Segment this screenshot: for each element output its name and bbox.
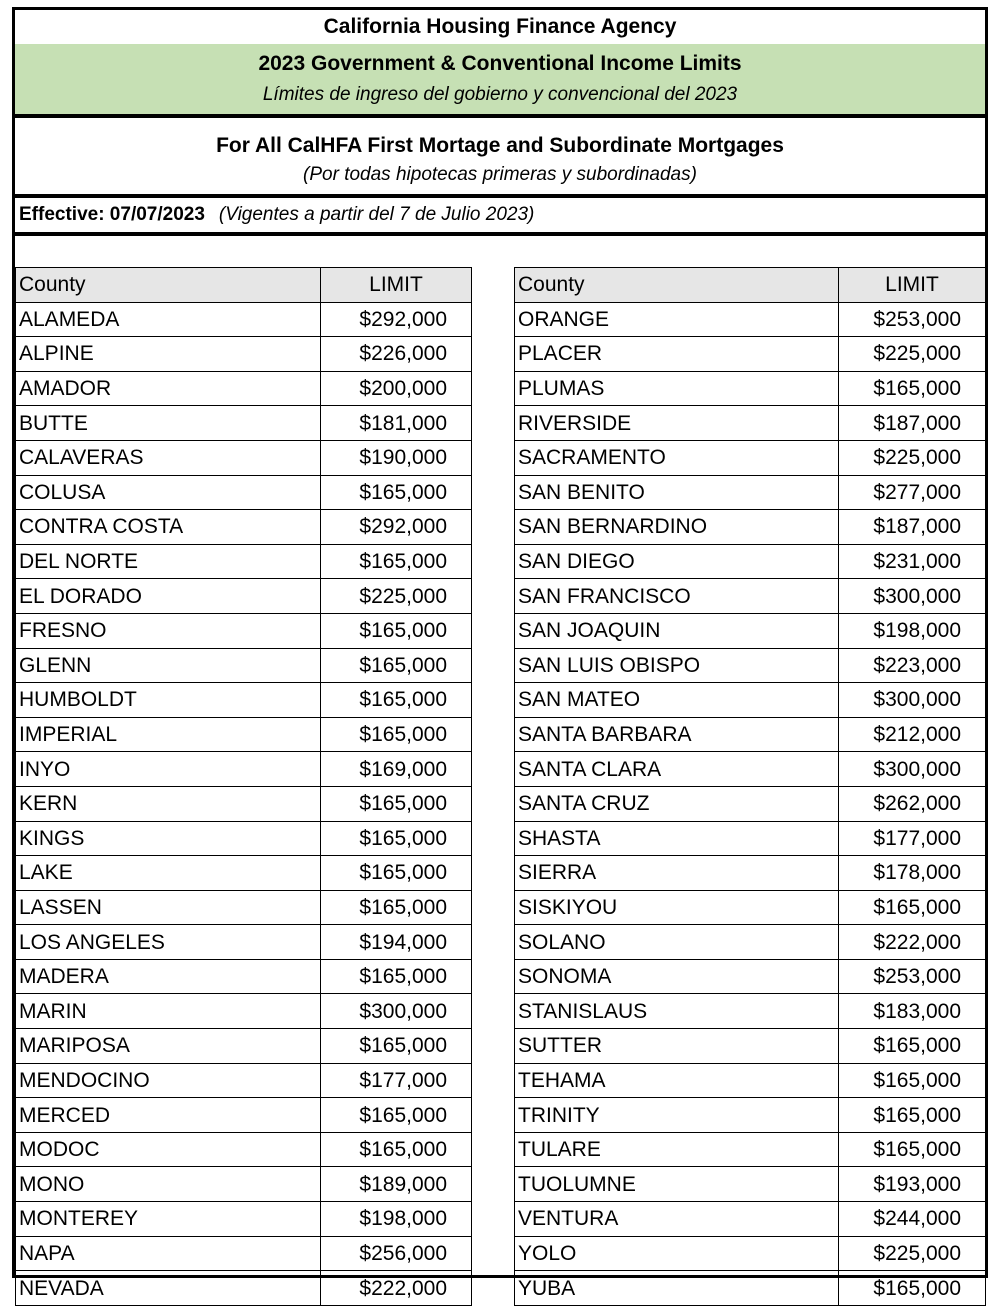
table-row [16,1236,472,1271]
income-limit: $165,000 [321,544,472,579]
county-name: SAN BERNARDINO [515,510,839,545]
table-gap [471,267,514,1275]
income-limit: $226,000 [321,337,472,372]
scope-text: For All CalHFA First Mortage and Subordinate Mortgages [216,134,784,157]
income-limit: $165,000 [321,613,472,648]
title-band [15,44,985,114]
table-row [515,475,986,510]
effective-date [15,198,985,232]
county-name: RIVERSIDE [515,406,839,441]
income-limit: $169,000 [321,752,472,787]
income-limit: $165,000 [321,648,472,683]
county-name: ALPINE [16,337,321,372]
county-name: TUOLUMNE [515,1167,839,1202]
income-limit: $165,000 [321,683,472,718]
income-limit: $198,000 [321,1202,472,1237]
county-name: MARIPOSA [16,1029,321,1064]
table-row [515,959,986,994]
income-limit: $200,000 [321,371,472,406]
table-row [515,371,986,406]
table-row [515,1063,986,1098]
income-limit: $256,000 [321,1236,472,1271]
income-limit: $165,000 [321,856,472,891]
income-limit: $253,000 [839,959,986,994]
table-row [515,1132,986,1167]
income-limit: $223,000 [839,648,986,683]
income-limit: $190,000 [321,440,472,475]
income-limit: $225,000 [839,1236,986,1271]
county-name: TRINITY [515,1098,839,1133]
table-row [16,648,472,683]
county-name: SOLANO [515,925,839,960]
county-name: MARIN [16,994,321,1029]
income-limit: $225,000 [839,337,986,372]
income-limit: $165,000 [321,786,472,821]
table-row [16,994,472,1029]
table-row [16,544,472,579]
county-name: IMPERIAL [16,717,321,752]
table-header-row [515,268,986,303]
county-name: GLENN [16,648,321,683]
table-row [515,613,986,648]
table-row [16,510,472,545]
table-row [16,925,472,960]
income-limit: $212,000 [839,717,986,752]
table-row [16,1029,472,1064]
effective-date-spanish: (Vigentes a partir del 7 de Julio 2023) [218,204,535,225]
table-row [515,406,986,441]
county-name: SONOMA [515,959,839,994]
county-name: SAN LUIS OBISPO [515,648,839,683]
table-row [16,683,472,718]
income-limit: $181,000 [321,406,472,441]
county-name: BUTTE [16,406,321,441]
county-name: SANTA CLARA [515,752,839,787]
county-name: SAN FRANCISCO [515,579,839,614]
income-limit: $165,000 [321,1132,472,1167]
table-row [16,786,472,821]
table-row [515,786,986,821]
table-row [515,579,986,614]
county-name: LASSEN [16,890,321,925]
county-name: SAN MATEO [515,683,839,718]
limits-tables [15,267,985,1300]
county-name: MODOC [16,1132,321,1167]
county-name: SAN DIEGO [515,544,839,579]
income-limit: $165,000 [839,1271,986,1306]
table-row [515,994,986,1029]
blank-row [15,236,985,267]
county-name: HUMBOLDT [16,683,321,718]
county-name: ALAMEDA [16,302,321,337]
income-limit: $165,000 [321,475,472,510]
county-name: CONTRA COSTA [16,510,321,545]
income-limit: $165,000 [321,717,472,752]
income-limit: $183,000 [839,994,986,1029]
income-limit: $194,000 [321,925,472,960]
income-limit: $187,000 [839,510,986,545]
table-row [16,440,472,475]
county-name: SHASTA [515,821,839,856]
county-name: EL DORADO [16,579,321,614]
county-name: NAPA [16,1236,321,1271]
county-name: SIERRA [515,856,839,891]
table-row [515,1098,986,1133]
table-row [16,752,472,787]
right-county-table [514,267,986,1306]
income-limit: $300,000 [839,752,986,787]
document-title-spanish: Límites de ingreso del gobierno y convencional del 2023 [262,84,738,105]
income-limit: $292,000 [321,510,472,545]
county-name: MADERA [16,959,321,994]
income-limit: $225,000 [839,440,986,475]
income-limit: $300,000 [321,994,472,1029]
income-limit: $187,000 [839,406,986,441]
table-row [16,1132,472,1167]
income-limit: $165,000 [839,1063,986,1098]
agency-name: California Housing Finance Agency [323,15,677,38]
table-row [16,959,472,994]
table-row [515,1202,986,1237]
table-row [515,683,986,718]
county-name: TEHAMA [515,1063,839,1098]
income-limit: $165,000 [321,1098,472,1133]
table-row [16,406,472,441]
table-row [16,890,472,925]
scope-text-spanish: (Por todas hipotecas primeras y subordinadas) [303,164,697,185]
table-row [16,302,472,337]
county-name: SUTTER [515,1029,839,1064]
table-row [515,1236,986,1271]
county-name: DEL NORTE [16,544,321,579]
table-row [16,821,472,856]
income-limit: $262,000 [839,786,986,821]
income-limit: $177,000 [839,821,986,856]
table-row [515,302,986,337]
limit-column-header: LIMIT [839,268,986,303]
table-row [16,717,472,752]
county-name: SISKIYOU [515,890,839,925]
income-limit: $165,000 [321,821,472,856]
table-row [515,890,986,925]
income-limit: $222,000 [839,925,986,960]
income-limit: $277,000 [839,475,986,510]
income-limit: $198,000 [839,613,986,648]
table-row [16,856,472,891]
county-name: PLUMAS [515,371,839,406]
table-row [515,544,986,579]
county-name: TULARE [515,1132,839,1167]
income-limit: $225,000 [321,579,472,614]
county-name: SANTA BARBARA [515,717,839,752]
left-county-table [15,267,472,1306]
county-name: YOLO [515,1236,839,1271]
table-row [515,717,986,752]
income-limit: $244,000 [839,1202,986,1237]
table-row [16,337,472,372]
limit-column-header: LIMIT [321,268,472,303]
county-name: VENTURA [515,1202,839,1237]
income-limit: $165,000 [321,1029,472,1064]
income-limit: $177,000 [321,1063,472,1098]
income-limit: $253,000 [839,302,986,337]
county-name: LOS ANGELES [16,925,321,960]
table-row [16,475,472,510]
county-name: MERCED [16,1098,321,1133]
income-limits-sheet [12,7,988,1300]
effective-date-label: Effective: 07/07/2023 [19,204,205,225]
income-limit: $165,000 [839,890,986,925]
table-row [515,510,986,545]
county-column-header: County [16,268,321,303]
county-name: FRESNO [16,613,321,648]
income-limit: $222,000 [321,1271,472,1306]
income-limit: $292,000 [321,302,472,337]
table-row [16,1063,472,1098]
county-name: MONO [16,1167,321,1202]
county-name: KINGS [16,821,321,856]
table-row [515,440,986,475]
table-row [515,1271,986,1306]
county-name: PLACER [515,337,839,372]
table-row [515,1167,986,1202]
table-row [515,648,986,683]
county-column-header: County [515,268,839,303]
income-limit: $300,000 [839,579,986,614]
document-title: 2023 Government & Conventional Income Limits [258,52,742,75]
table-header-row [16,268,472,303]
county-name: LAKE [16,856,321,891]
income-limit: $165,000 [839,371,986,406]
county-name: STANISLAUS [515,994,839,1029]
county-name: INYO [16,752,321,787]
table-row [515,752,986,787]
county-name: SANTA CRUZ [515,786,839,821]
income-limit: $189,000 [321,1167,472,1202]
table-row [515,821,986,856]
income-limit: $165,000 [839,1098,986,1133]
table-row [16,371,472,406]
county-name: SACRAMENTO [515,440,839,475]
county-name: NEVADA [16,1271,321,1306]
county-name: MONTEREY [16,1202,321,1237]
county-name: KERN [16,786,321,821]
table-row [16,579,472,614]
county-name: SAN BENITO [515,475,839,510]
table-row [515,1029,986,1064]
table-row [515,337,986,372]
income-limit: $165,000 [839,1029,986,1064]
income-limit: $193,000 [839,1167,986,1202]
county-name: SAN JOAQUIN [515,613,839,648]
income-limit: $165,000 [839,1132,986,1167]
county-name: MENDOCINO [16,1063,321,1098]
table-row [16,1271,472,1306]
income-limit: $231,000 [839,544,986,579]
county-name: CALAVERAS [16,440,321,475]
county-name: AMADOR [16,371,321,406]
income-limit: $165,000 [321,959,472,994]
county-name: YUBA [515,1271,839,1306]
county-name: COLUSA [16,475,321,510]
income-limit: $165,000 [321,890,472,925]
scope-section [15,118,985,194]
table-row [515,856,986,891]
table-row [16,1167,472,1202]
table-row [16,1098,472,1133]
table-row [16,1202,472,1237]
income-limit: $178,000 [839,856,986,891]
income-limit: $300,000 [839,683,986,718]
county-name: ORANGE [515,302,839,337]
table-row [515,925,986,960]
table-row [16,613,472,648]
